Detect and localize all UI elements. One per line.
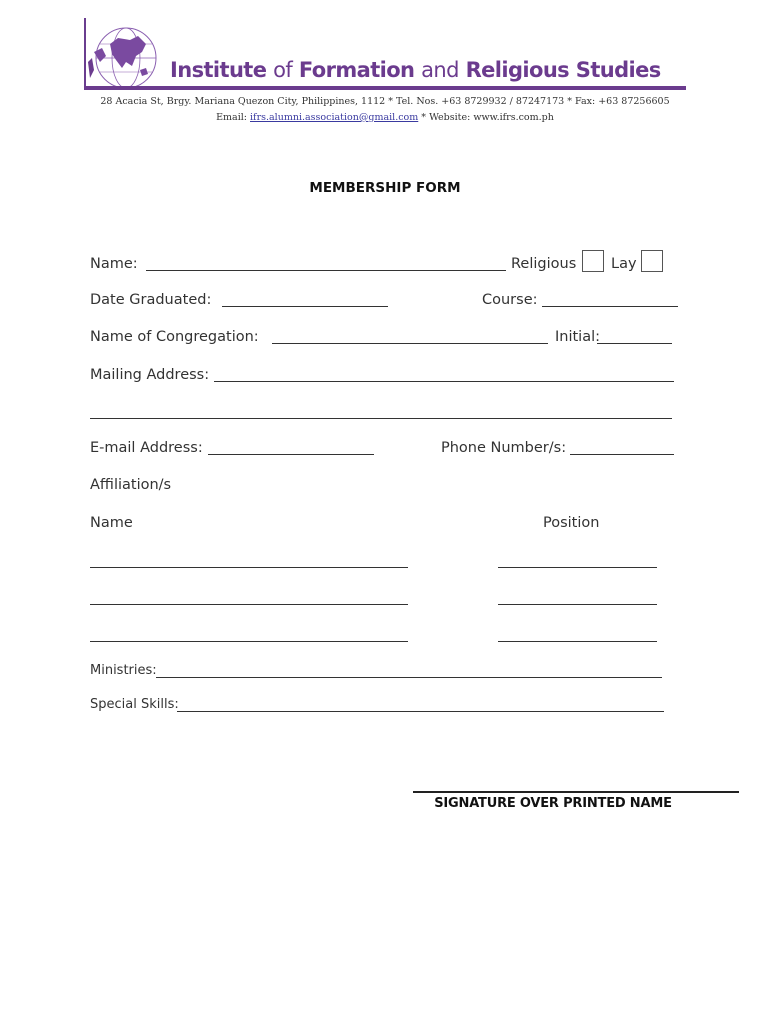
- ministries-label: Ministries:: [90, 663, 157, 678]
- name-field[interactable]: [146, 270, 506, 271]
- lay-label: Lay: [611, 256, 637, 272]
- course-label: Course:: [482, 292, 538, 308]
- signature-field[interactable]: [413, 791, 739, 793]
- initial-label: Initial:: [555, 329, 601, 345]
- phone-label: Phone Number/s:: [441, 440, 567, 456]
- affiliation-position-field-1[interactable]: [498, 567, 657, 568]
- affiliation-name-field-2[interactable]: [90, 604, 408, 605]
- institute-name: Institute of Formation and Religious Studies: [170, 58, 661, 82]
- email-field[interactable]: [208, 454, 374, 455]
- special-skills-label: Special Skills:: [90, 697, 179, 712]
- letterhead-rule: [84, 86, 686, 90]
- congregation-label: Name of Congregation:: [90, 329, 259, 345]
- email-label: E-mail Address:: [90, 440, 203, 456]
- name-label: Name:: [90, 256, 138, 272]
- religious-label: Religious: [511, 256, 577, 272]
- initial-field[interactable]: [597, 343, 672, 344]
- mailing-address-label: Mailing Address:: [90, 367, 210, 383]
- form-title: MEMBERSHIP FORM: [309, 180, 461, 196]
- globe-logo-icon: [86, 22, 164, 88]
- special-skills-field[interactable]: [177, 711, 664, 712]
- signature-label: SIGNATURE OVER PRINTED NAME: [434, 796, 672, 811]
- affiliation-position-field-2[interactable]: [498, 604, 657, 605]
- lay-checkbox[interactable]: [641, 250, 663, 272]
- course-field[interactable]: [542, 306, 678, 307]
- address-line: 28 Acacia St, Brgy. Mariana Quezon City, Philippines, 1112 * Tel. Nos. +63 8729932 / 87247173 * Fax: +63 87256605: [100, 96, 670, 107]
- affiliations-label: Affiliation/s: [90, 477, 172, 493]
- affiliation-name-field-3[interactable]: [90, 641, 408, 642]
- affiliation-name-field-1[interactable]: [90, 567, 408, 568]
- affiliation-position-header: Position: [543, 515, 600, 531]
- date-graduated-field[interactable]: [222, 306, 388, 307]
- phone-field[interactable]: [570, 454, 674, 455]
- religious-checkbox[interactable]: [582, 250, 604, 272]
- email-link[interactable]: ifrs.alumni.association@gmail.com: [250, 112, 419, 123]
- date-graduated-label: Date Graduated:: [90, 292, 212, 308]
- mailing-address-field-2[interactable]: [90, 418, 672, 419]
- congregation-field[interactable]: [272, 343, 548, 344]
- contact-line: Email: ifrs.alumni.association@gmail.com * Website: www.ifrs.com.ph: [216, 112, 554, 123]
- ministries-field[interactable]: [156, 677, 662, 678]
- affiliation-name-header: Name: [90, 515, 133, 531]
- affiliation-position-field-3[interactable]: [498, 641, 657, 642]
- mailing-address-field[interactable]: [214, 381, 674, 382]
